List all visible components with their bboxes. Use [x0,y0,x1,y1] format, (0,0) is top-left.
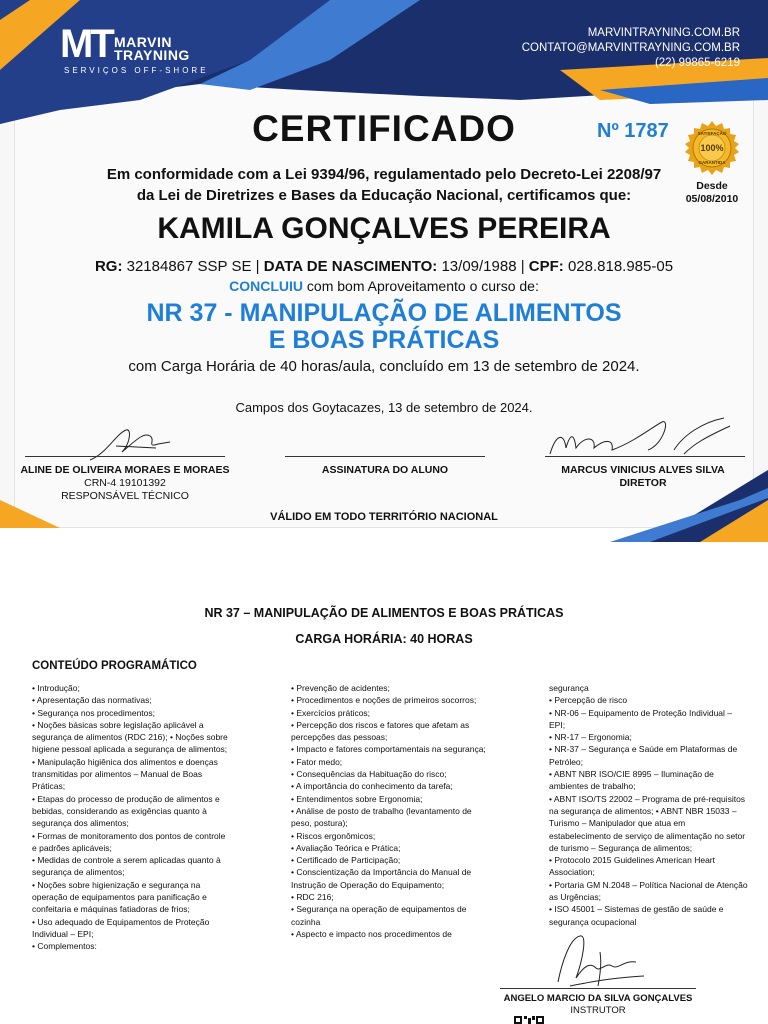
course-load-line: com Carga Horária de 40 horas/aula, concluído em 13 de setembro de 2024. [128,358,640,375]
program-column-1 [32,682,232,953]
list-item: • ISO 45001 – Sistemas de gestão de saúde e segurança ocupacional [549,904,724,927]
contact-info [522,26,740,71]
logo-tagline: SERVIÇOS OFF-SHORE [64,66,209,75]
list-item: • Certificado de Participação; [291,855,401,866]
list-item: • RDC 216; [291,892,334,903]
dob-label: DATA DE NASCIMENTO: [263,258,438,275]
instructor-role: INSTRUTOR [570,1005,626,1016]
program-page [0,556,768,1024]
contact-phone: (22) 99865-6219 [654,57,740,69]
list-item: • Manipulação higiênica dos alimentos e doenças transmitidas por alimentos – Manual de Boas Práticas; [32,756,218,792]
list-item: • A importância do conhecimento da tarefa; [291,781,453,792]
validity-note: VÁLIDO EM TODO TERRITÓRIO NACIONAL [270,511,498,523]
list-item: • Noções sobre higienização e segurança na operação de equipamentos para panificação e confeitaria e máquinas fatiadoras de frios; [32,879,207,915]
logo-mark: MT [60,22,112,66]
list-item: • Aspecto e impacto nos procedimentos de [291,928,452,939]
list-item: • Introdução; [32,683,80,693]
list-item: • Exercícios práticos; [291,707,371,718]
list-item: • Noções básicas sobre legislação aplicável a segurança de alimentos (RDC 216); • Noções sobre higiene pessoal aplicada a segurança de alimentos; [32,719,228,755]
list-item: • Formas de monitoramento dos pontos de controle e padrões aplicáveis; [32,830,226,853]
list-item: segurança [549,683,589,693]
list-item: • Consequências da Habituação do risco; [291,769,447,780]
signature-director-role: DIRETOR [619,477,667,489]
list-item: • Avaliação Teórica e Prática; [291,842,401,853]
student-name: KAMILA GONÇALVES PEREIRA [157,212,611,245]
list-item: • Uso adequado de Equipamentos de Proteção Individual – EPI; [32,916,210,939]
qr-code-icon [514,1016,544,1024]
list-item: • Segurança na operação de equipamentos de cozinha [291,904,467,927]
rg-label: RG: [94,258,123,275]
list-item: • Medidas de controle a serem aplicadas quanto à segurança de alimentos; [32,855,221,878]
contact-email[interactable]: CONTATO@MARVINTRAYNING.COM.BR [521,42,740,54]
program-heading: CONTEÚDO PROGRAMÁTICO [32,660,197,672]
seal-text-top: SATISFAÇÃO [697,131,727,136]
list-item: • Percepção dos riscos e fatores que afetam as percepções das pessoas; [291,719,470,743]
technical-signature-scribble [86,424,176,464]
list-item: • Conscientização da Importância do Manual de Instrução de Operação do Equipamento; [291,867,472,890]
instructor-signature-scribble [540,932,650,988]
company-logo [60,22,230,82]
program-hours: CARGA HORÁRIA: 40 HORAS [295,632,473,646]
list-item: • NR-06 – Equipamento de Proteção Individual – EPI; [549,707,733,730]
contact-website[interactable]: MARVINTRAYNING.COM.BR [587,27,740,39]
list-item: • Impacto e fatores comportamentais na segurança; [291,744,486,755]
course-title: NR 37 - MANIPULAÇÃO DE ALIMENTOS E BOAS PRÁTICAS [146,299,622,354]
director-signature-scribble [544,414,734,460]
list-item: • NR-17 – Ergonomia; [549,732,632,743]
list-item: • ABNT ISO/TS 22002 – Programa de pré-requisitos na segurança de alimentos; • ABNT NBR 15033 – Turismo – Manipulador que atua em estabelecimento de serviço de alimentação no setor de turismo – Segurança de alimentos; [549,793,746,853]
list-item: • Fator medo; [291,756,343,767]
signature-line-student [285,456,485,457]
signature-student-label: ASSINATURA DO ALUNO [321,464,449,476]
list-item: • Percepção de risco [549,695,628,706]
list-item: • Apresentação das normativas; [32,695,152,706]
program-title: NR 37 – MANIPULAÇÃO DE ALIMENTOS E BOAS PRÁTICAS [204,606,564,620]
seal-text-percent: 100% [700,143,724,153]
signature-technical-name: ALINE DE OLIVEIRA MORAES E MORAES [20,464,230,476]
list-item: • Etapas do processo de produção de alimentos e bebidas, considerando as exigências quanto à segurança dos alimentos; [32,793,220,829]
list-item: • ABNT NBR ISO/CIE 8995 – Iluminação de ambientes de trabalho; [549,769,714,792]
rg-value: 32184867 SSP SE | [122,258,264,275]
seal-text-bottom: GARANTIDA [698,160,726,165]
signature-line-technical [25,456,225,457]
list-item: • Análise de posto de trabalho (levantamento de peso, postura); [291,805,472,829]
place-date: Campos dos Goytacazes, 13 de setembro de 2024. [235,400,533,415]
completion-line: CONCLUIU com bom Aproveitamento o curso de: [229,278,539,294]
logo-name: MARVIN TRAYNING [114,34,190,63]
student-id-line [0,258,768,275]
list-item: • Entendimentos sobre Ergonomia; [291,793,423,804]
instructor-name: ANGELO MARCIO DA SILVA GONÇALVES [503,993,693,1004]
list-item: • Segurança nos procedimentos; [32,707,155,718]
list-item: • Complementos: [32,941,97,952]
legal-intro: Em conformidade com a Lei 9394/96, regulamentado pelo Decreto-Lei 2208/97 da Lei de Diretrizes e Bases da Educação Nacional, certificamos que: [106,166,662,204]
concluiu-word: CONCLUIU [229,278,304,294]
certificate-title: CERTIFICADO [252,108,516,149]
list-item: • Protocolo 2015 Guidelines American Heart Association; [549,855,715,878]
list-item: • NR-37 – Segurança e Saúde em Plataformas de Petróleo; [549,744,738,767]
certificate-number: Nº 1787 [597,120,669,142]
list-item: • Riscos ergonômicos; [291,830,376,841]
dob-value: 13/09/1988 | [437,258,529,275]
signature-line-director [545,456,745,457]
list-item: • Procedimentos e noções de primeiros socorros; [291,695,477,706]
signature-technical-crn: CRN-4 19101392 [84,477,166,489]
load-label: Carga Horária [160,358,256,375]
list-item: • Portaria GM N.2048 – Política Nacional de Atenção as Urgências; [549,879,748,903]
cpf-value: 028.818.985-05 [563,258,674,275]
signature-director-name: MARCUS VINICIUS ALVES SILVA [561,464,725,476]
program-column-2 [291,682,491,940]
since-badge: Desde 05/08/2010 [685,180,739,205]
program-column-3 [549,682,749,928]
list-item: • Prevenção de acidentes; [291,683,390,693]
signature-technical-role: RESPONSÁVEL TÉCNICO [61,490,189,502]
cpf-label: CPF: [528,258,564,275]
instructor-signature-line [500,988,696,989]
